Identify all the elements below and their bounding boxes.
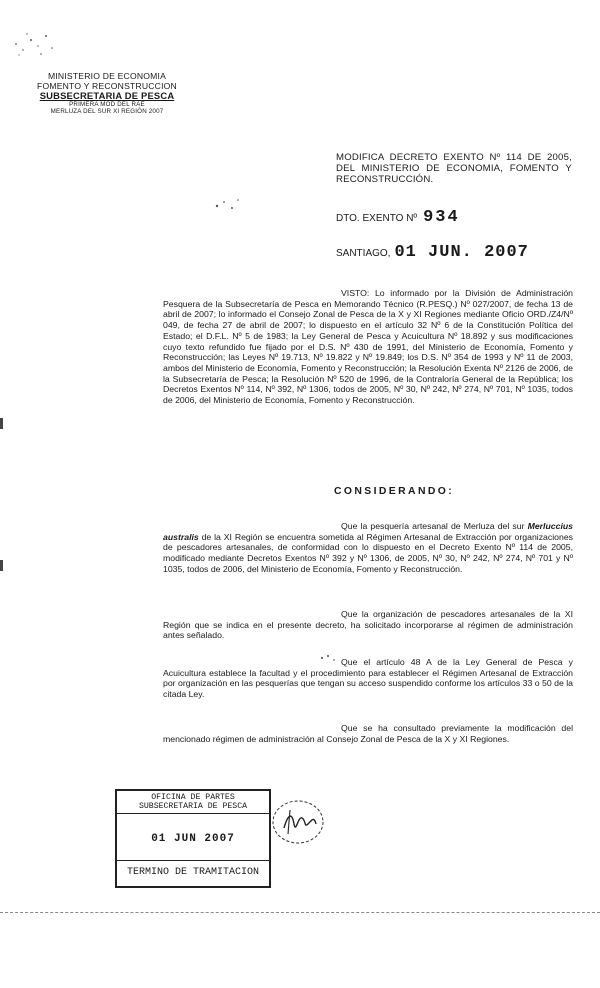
- stamp-date: 01 JUN 2007: [151, 833, 235, 845]
- considerando-item: [163, 609, 573, 641]
- decree-number: 934: [423, 208, 460, 227]
- considerando-body: de la XI Región se encuentra sometida al Régimen Artesanal de Extracción por organizaciones de pescadores artesanales, de conformidad con lo dispuesto en el Decreto Exento Nº 114 de 2005, modificado mediante Decretos Exentos Nº 392 y Nº 1306, de 2005, Nº 30, Nº 242, Nº 274, Nº 701 y Nº 1035, todos de 2006, del Ministerio de Economía, Fomento y Reconstrucción.: [163, 531, 573, 574]
- visto-body: Administración Pesquera de la Subsecretaría de Pesca en Memorando Técnico (R.PESQ.) Nº 027/2007, de fecha 13 de abril de 2007; lo informado el Consejo Zonal de Pesca de la X y XI Regiones mediante Oficio ORD./Z4/Nº 049, de fecha 27 de abril de 2007; lo dispuesto en el artículo 32 Nº 6 de la Constitución Política del Estado; el D.F.L. Nº 5 de 1983; la Ley General de Pesca y Acuicultura Nº 18.892 y sus modificaciones cuyo texto refundido fue fijado por el D.S. Nº 430 de 1991, del Ministerio de Economía, Fomento y Reconstrucción; las Leyes Nº 19.713, Nº 19.822 y Nº 19.849; los D.S. Nº 354 de 1993 y Nº 11 de 2003, ambos del Ministerio de Economía, Fomento y Reconstrucción; la Resolución Exenta Nº 2126 de 2006, de la Subsecretaría de Pesca; la Resolución Nº 520 de 1996, de la Contraloría General de la República; los Decretos Exentos Nº 114, Nº 392, Nº 1306, todos de 2005, Nº 30, Nº 242, Nº 274, Nº 701, Nº 1035, todos de 2006, del Ministerio de Economía, Fomento y Reconstrucción.: [163, 288, 574, 406]
- stamp-subsecretaria: SUBSECRETARIA DE PESCA: [138, 802, 248, 811]
- scan-smudge: [10, 26, 60, 60]
- oficina-partes-stamp: [115, 789, 271, 888]
- subsecretaria-line: SUBSECRETARIA DE PESCA: [39, 90, 175, 102]
- considerando-body: y Acuicultura establece la facultad y el procedimiento para establecer el Régimen Artesanal de Extracción por organización en las pesquerías que tengan su acceso suspendido conforme los artículos 33 o 50 de la citada Ley.: [163, 657, 573, 700]
- stamp-divider: [117, 813, 269, 814]
- decree-date-row: [336, 243, 529, 262]
- considerando-lead: Que la organización de pescadores artesanales: [341, 609, 536, 619]
- considerando-item: [163, 657, 573, 700]
- considerando-lead: Que la pesquería artesanal de Merluza del sur: [341, 521, 525, 531]
- species-name: Merluccius australis: [163, 521, 573, 542]
- considerando-body: de la XI Región que se indica en el presente decreto, ha solicitado incorporarse al régimen de administración antes señalado.: [163, 609, 573, 641]
- date-value: 01 JUN. 2007: [394, 243, 529, 262]
- decree-title: MODIFICA DECRETO EXENTO Nº 114 DE 2005, DEL MINISTERIO DE ECONOMIA, FOMENTO Y RECONSTRUCCIÓN.: [336, 152, 572, 185]
- considerando-body: modificación del mencionado régimen de administración al Consejo Zonal de Pesca de la X y XI Regiones.: [163, 723, 574, 744]
- stamp-divider: [117, 860, 269, 861]
- decree-number-row: [336, 208, 460, 227]
- visto-lead: VISTO: Lo informado por la División de: [341, 288, 511, 298]
- signature-initials: [268, 794, 332, 848]
- considerando-item: [163, 723, 573, 744]
- date-place: SANTIAGO,: [336, 248, 391, 259]
- ministry-line: MINISTERIO DE ECONOMIA: [47, 71, 167, 81]
- reference-line: PRIMERA MOD DEL RAE: [69, 100, 145, 108]
- stamp-termino: TERMINO DE TRAMITACION: [126, 867, 260, 878]
- margin-mark: [0, 418, 3, 429]
- scan-edge-line: [0, 912, 600, 914]
- considerando-item: [163, 521, 573, 575]
- margin-mark: [0, 560, 3, 571]
- scan-smudge: [212, 196, 242, 216]
- stamp-header: [117, 793, 269, 811]
- considerando-lead: Que el artículo 48 A de la Ley General de Pesca: [341, 657, 563, 667]
- reference-line: MERLUZA DEL SUR XI REGIÓN 2007: [50, 108, 164, 116]
- decree-label: DTO. EXENTO Nº: [336, 213, 418, 224]
- visto-paragraph: [163, 288, 573, 406]
- considerando-lead: Que se ha consultado previamente la: [341, 723, 502, 733]
- letterhead: [22, 72, 192, 116]
- stamp-office: OFICINA DE PARTES: [151, 793, 235, 802]
- ministry-line: FOMENTO Y RECONSTRUCCION: [37, 80, 177, 91]
- considerando-heading: CONSIDERANDO:: [334, 486, 455, 497]
